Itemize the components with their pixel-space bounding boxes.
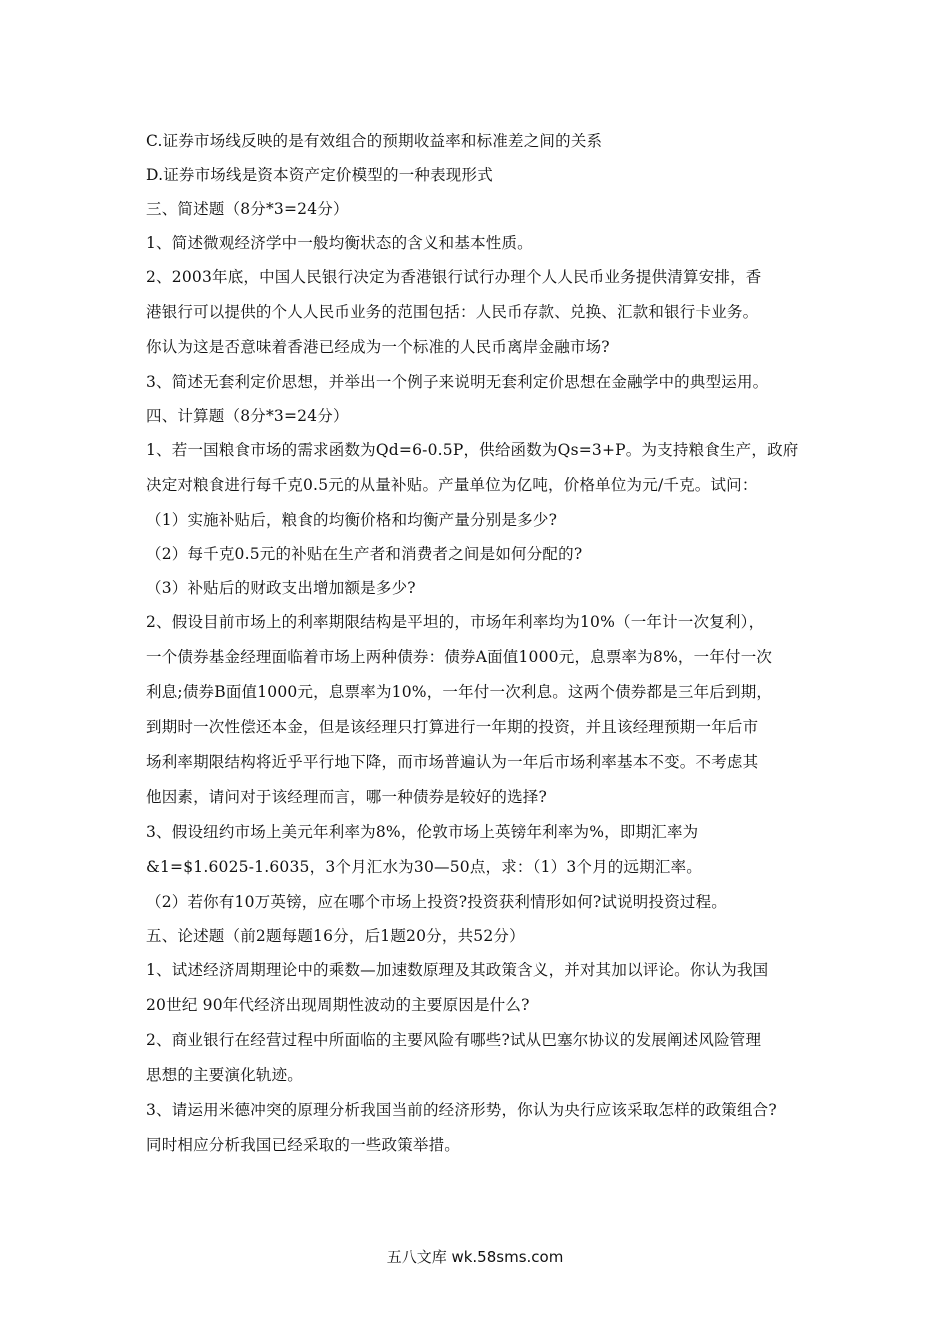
text-line: 到期时一次性偿还本金，但是该经理只打算进行一年期的投资，并且该经理预期一年后市 — [146, 718, 759, 736]
text-line: （1）实施补贴后，粮食的均衡价格和均衡产量分别是多少? — [146, 511, 558, 529]
section-heading: 五、论述题（前2题每题16分，后1题20分，共52分） — [146, 927, 525, 945]
text-line: 1、若一国粮食市场的需求函数为Qd=6-0.5P，供给函数为Qs=3+P。为支持粮食生产，政府 — [146, 441, 799, 459]
text-line: 2、2003年底，中国人民银行决定为香港银行试行办理个人人民币业务提供清算安排，香 — [146, 268, 762, 286]
text-line: 场利率期限结构将近乎平行地下降，而市场普遍认为一年后市场利率基本不变。不考虑其 — [146, 753, 759, 771]
text-line: D.证券市场线是资本资产定价模型的一种表现形式 — [146, 166, 493, 184]
text-line: 他因素，请问对于该经理而言，哪一种债券是较好的选择? — [146, 788, 548, 806]
text-line: （2）若你有10万英镑，应在哪个市场上投资?投资获利情形如何?试说明投资过程。 — [146, 893, 728, 911]
footer-watermark: 五八文库 wk.58sms.com — [386, 1248, 564, 1266]
text-line: 1、简述微观经济学中一般均衡状态的含义和基本性质。 — [146, 234, 533, 252]
text-line: 思想的主要演化轨迹。 — [146, 1066, 304, 1084]
text-line: C.证券市场线反映的是有效组合的预期收益率和标准差之间的关系 — [146, 132, 603, 150]
text-line: 3、假设纽约市场上美元年利率为8%，伦敦市场上英镑年利率为%，即期汇率为 — [146, 823, 699, 841]
section-heading: 三、简述题（8分*3=24分） — [146, 200, 349, 218]
text-line: 20世纪 90年代经济出现周期性波动的主要原因是什么? — [146, 996, 530, 1014]
text-line: 你认为这是否意味着香港已经成为一个标准的人民币离岸金融市场? — [146, 338, 610, 356]
text-line: &1=$1.6025-1.6035，3个月汇水为30—50点，求：（1）3个月的远期汇率。 — [146, 858, 702, 876]
text-line: 同时相应分析我国已经采取的一些政策举措。 — [146, 1136, 461, 1154]
text-line: （2）每千克0.5元的补贴在生产者和消费者之间是如何分配的? — [146, 545, 583, 563]
text-line: 港银行可以提供的个人人民币业务的范围包括：人民币存款、兑换、汇款和银行卡业务。 — [146, 303, 759, 321]
text-line: 利息;债券B面值1000元，息票率为10%，一年付一次利息。这两个债券都是三年后到期， — [146, 683, 773, 701]
text-line: （3）补贴后的财政支出增加额是多少? — [146, 579, 416, 597]
text-line: 2、商业银行在经营过程中所面临的主要风险有哪些?试从巴塞尔协议的发展阐述风险管理 — [146, 1031, 762, 1049]
text-line: 1、试述经济周期理论中的乘数—加速数原理及其政策含义，并对其加以评论。你认为我国 — [146, 961, 769, 979]
text-line: 3、请运用米德冲突的原理分析我国当前的经济形势，你认为央行应该采取怎样的政策组合? — [146, 1101, 777, 1119]
document-body — [146, 124, 816, 1163]
text-line: 一个债券基金经理面临着市场上两种债券：债券A面值1000元，息票率为8%，一年付一次 — [146, 648, 773, 666]
text-line: 3、简述无套利定价思想，并举出一个例子来说明无套利定价思想在金融学中的典型运用。 — [146, 373, 769, 391]
section-heading: 四、计算题（8分*3=24分） — [146, 407, 349, 425]
text-line: 2、假设目前市场上的利率期限结构是平坦的，市场年利率均为10%（一年计一次复利）， — [146, 613, 765, 631]
text-line: 决定对粮食进行每千克0.5元的从量补贴。产量单位为亿吨，价格单位为元/千克。试问： — [146, 476, 758, 494]
